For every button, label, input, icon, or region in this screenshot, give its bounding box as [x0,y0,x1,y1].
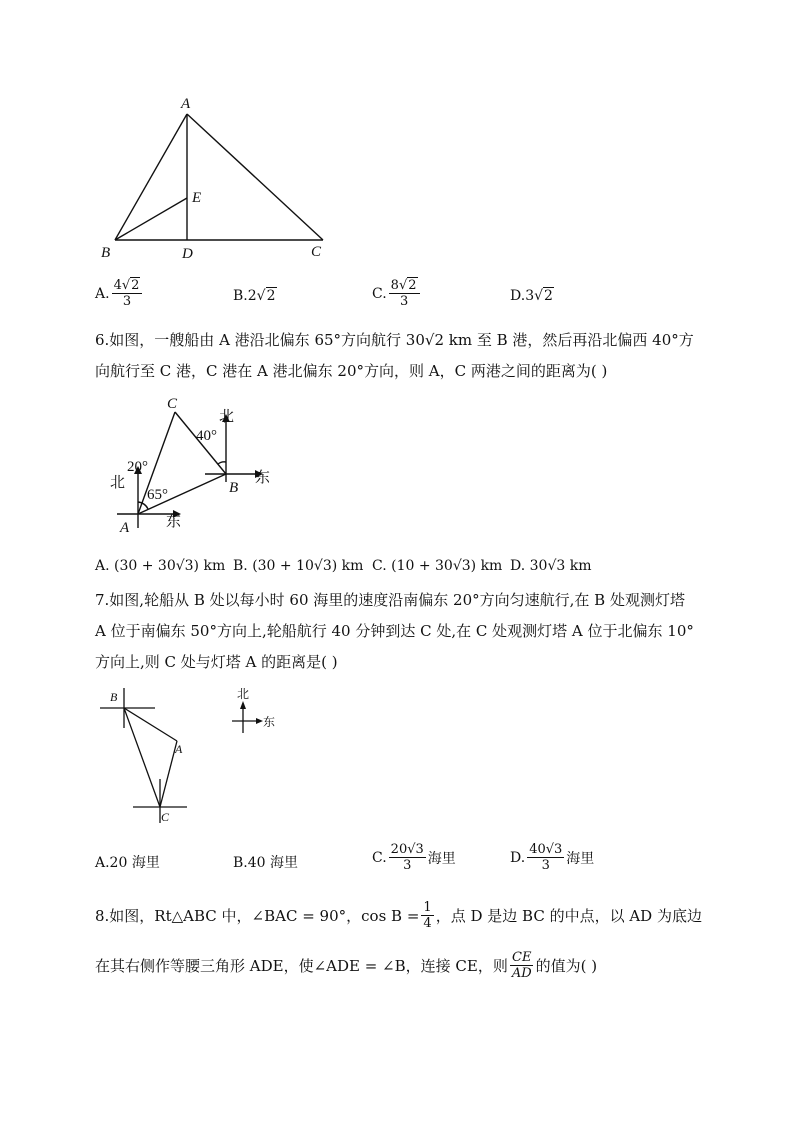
angle-label-20: 20° [127,459,148,475]
q6-line2: 向航行至 C 港，C 港在 A 港北偏东 20°方向，则 A，C 两港之间的距离为( ) [95,362,608,380]
label-a: A [175,742,183,756]
q5-option-b[interactable]: B. 2 √ 2 [233,287,276,304]
label-a: A [120,520,130,536]
north-label-b: 北 [219,409,235,425]
q8-line2: 在其右侧作等腰三角形 ADE，使∠ADE = ∠B，连接 CE，则 $\frac{CE}{AD}$ 的值为( ) [95,950,598,981]
east-label-b: 东 [255,470,271,486]
east-label-a: 东 [166,514,182,530]
segment-bc [124,708,160,807]
side-ab [115,114,187,240]
north-label-a: 北 [110,475,126,491]
q7-option-a[interactable]: A.20 海里 [95,855,160,871]
q7-option-b[interactable]: B.40 海里 [233,855,299,871]
label-a: A [181,96,191,112]
segment-ba [124,708,177,741]
figure-navigation-abc [105,392,285,537]
compass-arrow-east [256,718,263,724]
q5-option-d[interactable]: D. 3 √ 2 [510,287,553,304]
side-ac [187,114,323,240]
segment-be [115,198,187,240]
label-b: B [110,690,118,704]
q6-line1: 6.如图，一艘船由 A 港沿北偏东 65°方向航行 30√2 km 至 B 港，然后再沿北偏西 40°方 [95,331,694,349]
q6-option-b[interactable]: B. (30 + 10√3) km [233,558,364,574]
label-c: C [311,244,322,260]
q7-line2: A 位于南偏东 50°方向上,轮船航行 40 分钟到达 C 处,在 C 处观测灯塔 A 位于北偏东 10° [95,622,694,640]
q6-option-d[interactable]: D. 30√3 km [510,558,592,574]
q7-option-c[interactable]: C. $\frac{20√3}{3}$ 海里 [372,842,456,873]
q5-option-c[interactable]: C. $\frac{8√2}{3}$ [372,278,422,309]
q7-line1: 7.如图,轮船从 B 处以每小时 60 海里的速度沿南偏东 20°方向匀速航行,在 B 处观测灯塔 [95,591,685,609]
compass-north: 北 [237,687,250,701]
label-b: B [229,480,239,496]
q6-option-a[interactable]: A. (30 + 30√3) km [95,558,226,574]
compass-arrow-north [240,701,246,709]
label-d: D [182,246,193,262]
label-e: E [192,190,202,206]
q8-line1: 8.如图，Rt△ABC 中，∠BAC = 90°，cos B = $\frac{1}{4}$ ，点 D 是边 BC 的中点，以 AD 为底边 [95,900,702,931]
q5-option-a[interactable]: A. $\frac{4√2}{3}$ [95,278,144,309]
compass-east: 东 [263,715,276,729]
figure-lighthouse [95,683,295,833]
angle-arc-40 [218,462,226,464]
label-c: C [167,396,178,412]
q7-option-d[interactable]: D. $\frac{40√3}{3}$ 海里 [510,842,595,873]
q7-line3: 方向上,则 C 处与灯塔 A 的距离是( ) [95,653,338,671]
figure-triangle-abc [95,92,345,264]
angle-label-40: 40° [196,428,217,444]
angle-label-65: 65° [147,487,168,503]
q6-option-c[interactable]: C. (10 + 30√3) km [372,558,503,574]
label-c: C [161,810,170,824]
label-b: B [101,245,111,261]
